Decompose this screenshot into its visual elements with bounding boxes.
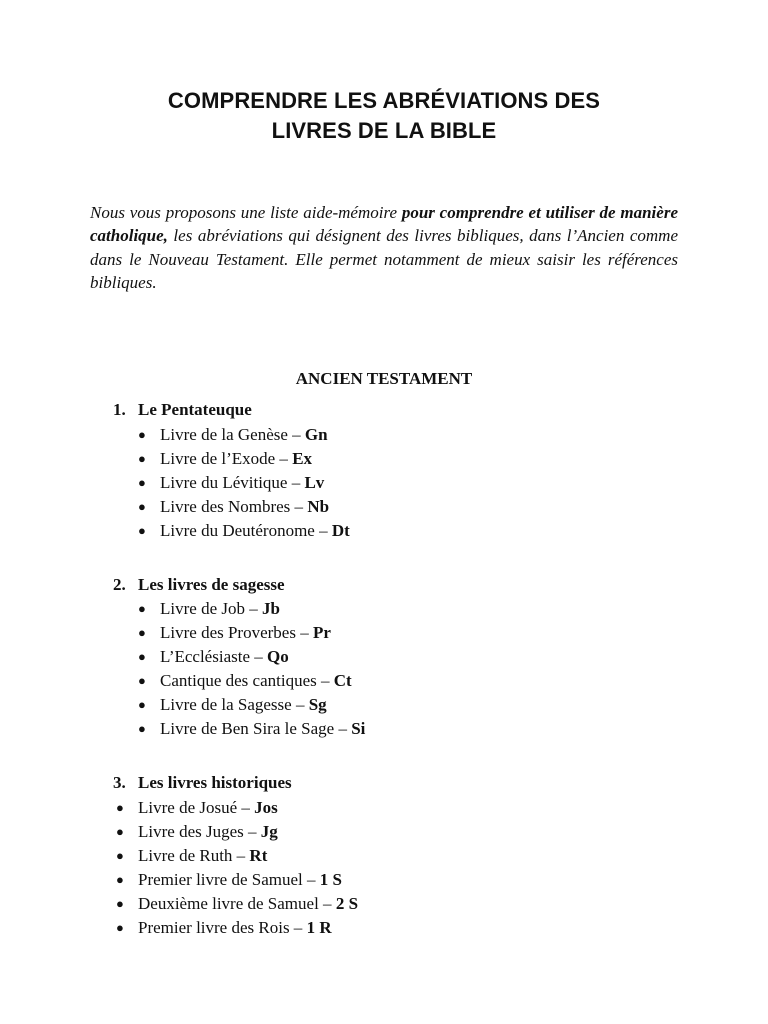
bullet-icon: ● — [138, 721, 146, 737]
bullet-icon: ● — [116, 800, 124, 815]
list-item — [138, 448, 350, 472]
section-title-ancien-testament: ANCIEN TESTAMENT — [295, 369, 473, 388]
bullet-icon: ● — [138, 625, 146, 641]
book-abbreviation: Ct — [333, 671, 352, 691]
group-number: 1. — [113, 400, 126, 419]
bullet-icon: ● — [138, 427, 146, 442]
bullet-icon: ● — [138, 475, 146, 491]
book-abbreviation: Ex — [292, 449, 313, 469]
book-abbreviation: 1 R — [306, 918, 332, 938]
book-name: Livre de la Genèse – — [160, 425, 305, 444]
bullet-icon: ● — [138, 451, 146, 467]
bullet-icon: ● — [138, 649, 146, 665]
book-abbreviation: Gn — [304, 425, 328, 444]
list-item — [116, 845, 358, 869]
book-name: Premier livre des Rois – — [138, 918, 307, 938]
list-item — [116, 917, 358, 941]
book-abbreviation: Si — [351, 719, 366, 739]
book-abbreviation: Sg — [308, 695, 327, 715]
book-abbreviation: Dt — [331, 521, 350, 541]
list-item — [138, 694, 365, 718]
book-name: Livre des Proverbes – — [160, 623, 313, 643]
book-name: Livre de la Sagesse – — [160, 695, 309, 715]
bullet-icon: ● — [116, 920, 124, 936]
book-abbreviation: Rt — [249, 846, 268, 866]
book-list-pentateuque — [138, 424, 350, 544]
book-name: Livre de Job – — [160, 599, 262, 618]
book-name: Livre de l’Exode – — [160, 449, 293, 469]
group-title: Les livres de sagesse — [138, 575, 285, 594]
bullet-icon: ● — [138, 673, 146, 689]
book-name: Premier livre de Samuel – — [138, 870, 320, 890]
group-number: 3. — [113, 773, 126, 792]
title-line-1: COMPRENDRE LES ABRÉVIATIONS DES — [167, 88, 601, 113]
book-abbreviation: Nb — [307, 497, 330, 517]
list-item — [138, 496, 350, 520]
book-abbreviation: Qo — [267, 647, 289, 667]
bullet-icon: ● — [116, 848, 124, 864]
list-item — [138, 622, 365, 646]
bullet-icon: ● — [116, 824, 124, 840]
book-name: Livre des Juges – — [138, 822, 261, 842]
group-heading-pentateuque — [113, 399, 252, 421]
book-name: Livre du Deutéronome – — [160, 521, 332, 541]
book-abbreviation: Pr — [312, 623, 331, 643]
group-title: Le Pentateuque — [138, 400, 252, 419]
book-abbreviation: Jos — [254, 798, 278, 817]
bullet-icon: ● — [138, 523, 146, 539]
bullet-icon: ● — [116, 872, 124, 888]
document-title — [90, 86, 678, 146]
bullet-icon: ● — [116, 896, 124, 912]
bullet-icon: ● — [138, 601, 146, 616]
list-item — [138, 424, 350, 448]
book-list-historiques — [116, 797, 359, 942]
intro-paragraph — [90, 201, 678, 294]
title-line-2: LIVRES DE LA BIBLE — [271, 118, 497, 143]
book-abbreviation: Jg — [260, 822, 278, 842]
book-abbreviation: 2 S — [335, 894, 359, 914]
group-heading-historiques — [113, 772, 292, 794]
group-title: Les livres historiques — [138, 773, 292, 792]
book-list-sagesse — [138, 598, 366, 743]
book-name: L’Ecclésiaste – — [160, 647, 267, 667]
book-name: Livre de Josué – — [138, 798, 255, 817]
list-item — [138, 520, 350, 544]
intro-text-emphasis: pour comprendre et utiliser de manière catholique, — [90, 203, 678, 246]
list-item — [116, 893, 359, 917]
book-name: Livre du Lévitique – — [160, 473, 305, 493]
list-item — [138, 670, 365, 694]
book-abbreviation: Jb — [261, 599, 280, 618]
list-item — [138, 598, 365, 622]
intro-text-end: les abréviations qui désignent des livres bibliques, dans l’Ancien comme dans le Nouveau Testament. Elle permet notamment de mieux saisir les références bibliques. — [90, 226, 678, 292]
book-name: Cantique des cantiques – — [160, 671, 334, 691]
list-item — [138, 718, 366, 742]
book-abbreviation: 1 S — [319, 870, 342, 890]
book-name: Deuxième livre de Samuel – — [138, 894, 336, 914]
list-item — [116, 869, 358, 893]
group-number: 2. — [113, 575, 126, 594]
bullet-icon: ● — [138, 499, 146, 515]
bullet-icon: ● — [138, 697, 146, 713]
group-heading-sagesse — [113, 574, 285, 596]
book-name: Livre de Ben Sira le Sage – — [160, 719, 352, 739]
book-abbreviation: Lv — [304, 473, 325, 493]
book-name: Livre des Nombres – — [160, 497, 308, 517]
list-item — [116, 797, 358, 821]
intro-text-start: Nous vous proposons une liste aide-mémoire — [90, 203, 402, 222]
list-item — [138, 472, 350, 496]
list-item — [116, 821, 358, 845]
book-name: Livre de Ruth – — [138, 846, 250, 866]
list-item — [138, 646, 365, 670]
